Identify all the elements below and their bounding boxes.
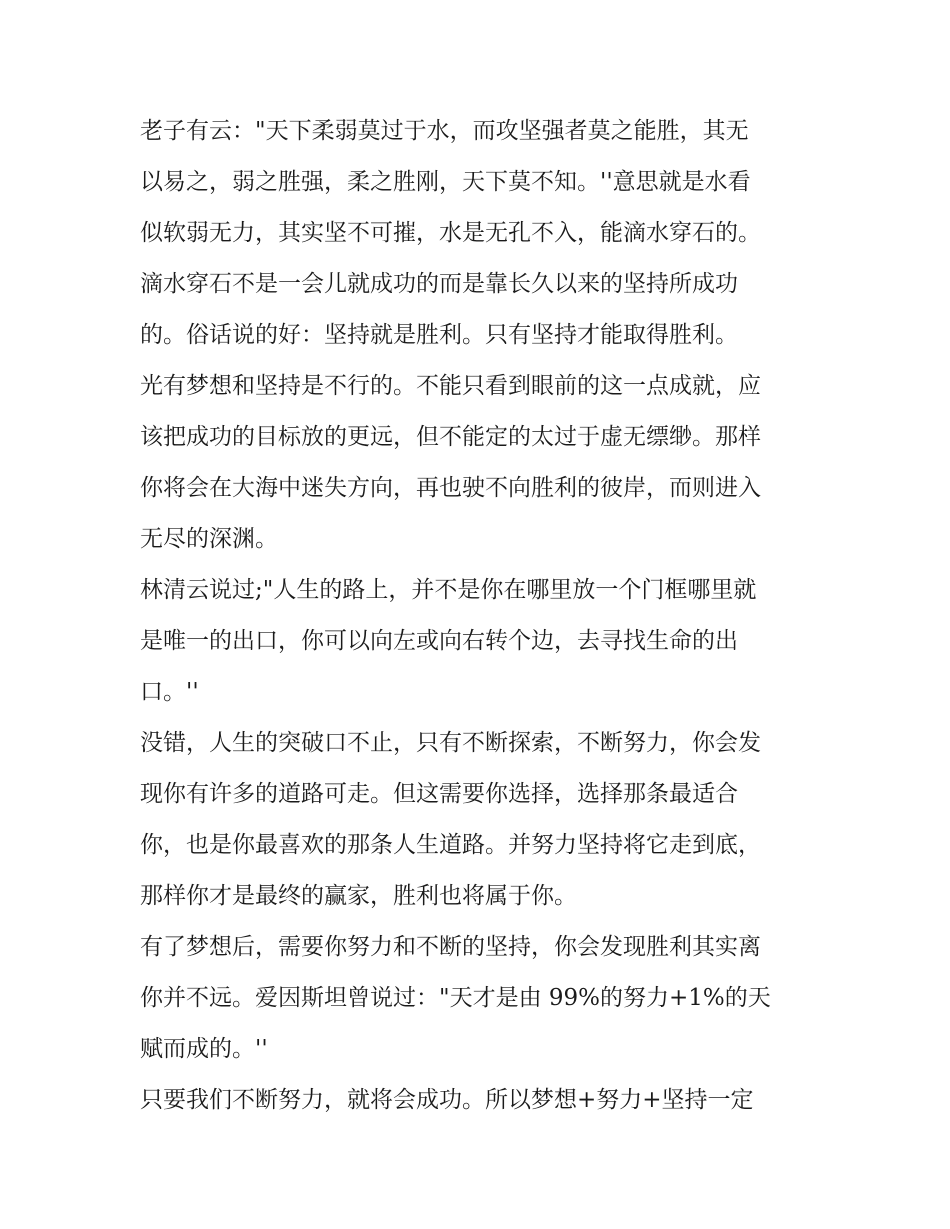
document-body: [140, 106, 820, 1126]
text-line: 林清云说过;"人生的路上，并不是你在哪里放一个门框哪里就: [140, 577, 757, 603]
text-line: 的。俗话说的好：坚持就是胜利。只有坚持才能取得胜利。: [140, 322, 738, 348]
text-line: 似软弱无力，其实坚不可摧，水是无孔不入，能滴水穿石的。: [140, 220, 761, 246]
text-line: 你，也是你最喜欢的那条人生道路。并努力坚持将它走到底，: [140, 832, 761, 858]
text-line: 老子有云："天下柔弱莫过于水，而攻坚强者莫之能胜，其无: [140, 118, 749, 144]
text-line: 光有梦想和坚持是不行的。不能只看到眼前的这一点成就，应: [140, 373, 761, 399]
text-line: 以易之，弱之胜强，柔之胜刚，天下莫不知。''意思就是水看: [140, 169, 751, 195]
text-line: 你并不远。爱因斯坦曾说过："天才是由 99%的努力+1%的天: [140, 985, 771, 1011]
text-line: 你将会在大海中迷失方向，再也驶不向胜利的彼岸，而则进入: [140, 475, 761, 501]
text-line: 没错，人生的突破口不止，只有不断探索，不断努力，你会发: [140, 730, 761, 756]
text-line: 无尽的深渊。: [140, 526, 278, 552]
text-line: 有了梦想后，需要你努力和不断的坚持，你会发现胜利其实离: [140, 934, 761, 960]
text-line: 那样你才是最终的赢家，胜利也将属于你。: [140, 883, 577, 909]
text-line: 现你有许多的道路可走。但这需要你选择，选择那条最适合: [140, 781, 738, 807]
text-line: 滴水穿石不是一会儿就成功的而是靠长久以来的坚持所成功: [140, 271, 738, 297]
text-line: 口。'': [140, 679, 199, 705]
text-line: 该把成功的目标放的更远，但不能定的太过于虚无缥缈。那样: [140, 424, 761, 450]
text-line: 是唯一的出口，你可以向左或向右转个边，去寻找生命的出: [140, 628, 738, 654]
text-line: 只要我们不断努力，就将会成功。所以梦想+努力+坚持一定: [140, 1087, 754, 1113]
text-line: 赋而成的。'': [140, 1036, 268, 1062]
